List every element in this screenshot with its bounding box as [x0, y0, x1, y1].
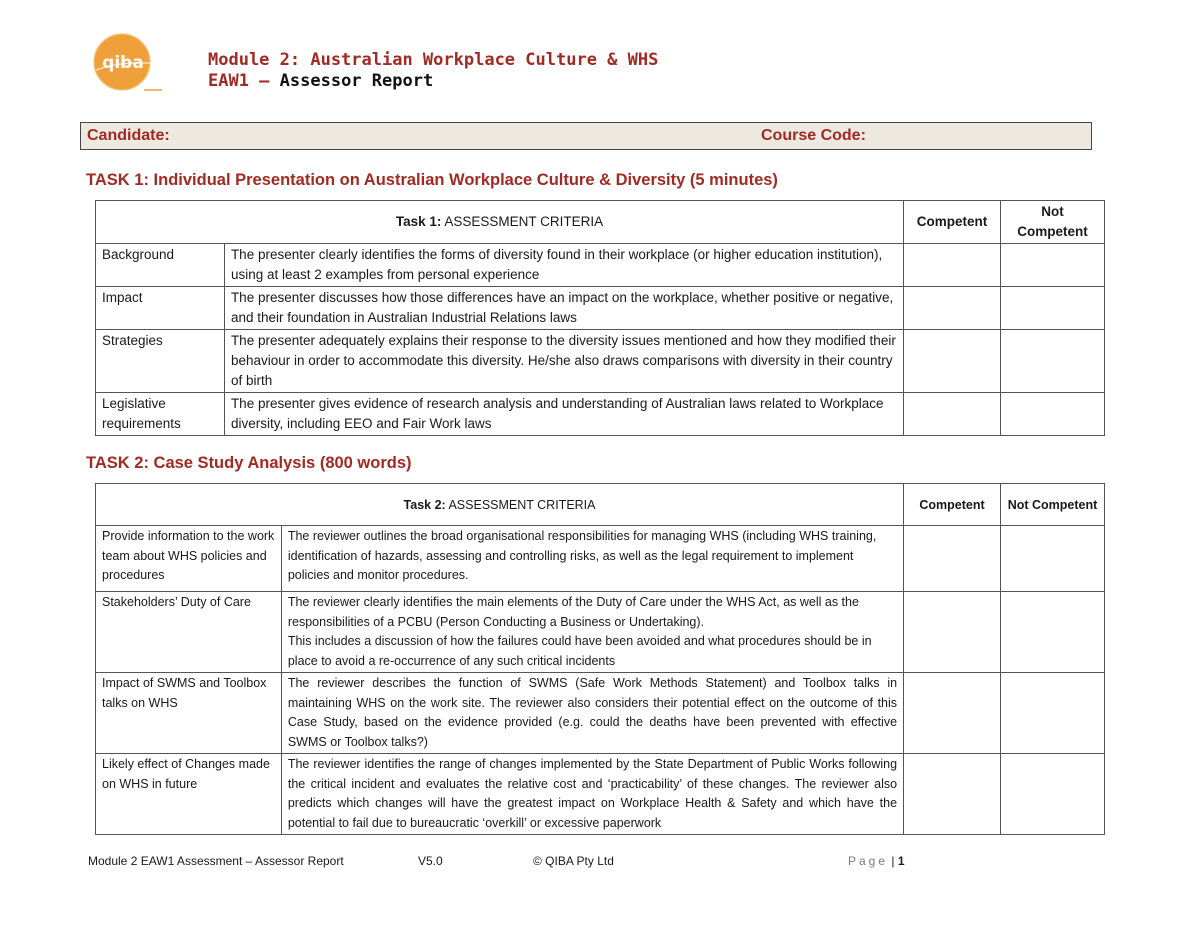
task1-criteria-table [95, 200, 1105, 436]
table-row [96, 393, 1105, 436]
competent-cell[interactable] [904, 592, 1001, 673]
table-row [96, 754, 1105, 835]
not-competent-cell[interactable] [1001, 287, 1105, 330]
not-competent-cell[interactable] [1001, 526, 1105, 592]
task2-criteria-table [95, 483, 1105, 835]
criterion-cell: Background [96, 244, 225, 287]
candidate-bar [80, 122, 1092, 150]
table-row [96, 592, 1105, 673]
competent-cell[interactable] [904, 526, 1001, 592]
competent-cell[interactable] [904, 330, 1001, 393]
task1-competent-header: Competent [904, 201, 1001, 244]
page-word: Page [848, 854, 889, 868]
description-cell: The reviewer identifies the range of changes implemented by the State Department of Public Works following the critical incident and evaluates the relative cost and ‘practicability’ of these changes. The reviewer also predicts which changes will have the greatest impact on Workplace Health & Safety and which have the potential to fail due to bureaucratic ‘overkill’ or excessive paperwork [281, 754, 903, 835]
table-row [96, 244, 1105, 287]
table-row [96, 673, 1105, 754]
document-title [208, 50, 658, 92]
table-row [96, 526, 1105, 592]
task2-header-row [96, 484, 1105, 526]
not-competent-cell[interactable] [1001, 592, 1105, 673]
title-line-1: Module 2: Australian Workplace Culture & WHS [208, 50, 659, 70]
not-competent-cell[interactable] [1001, 330, 1105, 393]
description-paragraph: This includes a discussion of how the failures could have been avoided and what procedures should be in place to avoid a re-occurrence of any such critical incidents [287, 634, 872, 668]
criterion-cell: Likely effect of Changes made on WHS in future [96, 754, 282, 835]
description-cell [281, 592, 903, 673]
title-line-2-prefix: EAW1 – [208, 71, 270, 91]
competent-cell[interactable] [904, 244, 1001, 287]
table-row [96, 287, 1105, 330]
logo-text: qiba [102, 53, 144, 73]
title-line-2-rest: Assessor Report [269, 71, 434, 91]
qiba-logo [92, 30, 164, 94]
task2-criteria-header [96, 484, 904, 526]
description-cell: The presenter discusses how those differences have an impact on the workplace, whether positive or negative, and their foundation in Australian Industrial Relations laws [224, 287, 903, 330]
footer-copyright: © QIBA Pty Ltd [533, 854, 614, 868]
title-line-2 [208, 71, 658, 92]
page-separator: | [888, 854, 898, 868]
course-code-label: Course Code: [761, 127, 866, 144]
criterion-cell: Impact [96, 287, 225, 330]
description-cell: The presenter clearly identifies the forms of diversity found in their workplace (or higher education institution), using at least 2 examples from personal experience [224, 244, 903, 287]
task1-header-row [96, 201, 1105, 244]
competent-cell[interactable] [904, 754, 1001, 835]
not-competent-cell[interactable] [1001, 244, 1105, 287]
criterion-cell: Stakeholders’ Duty of Care [96, 592, 282, 673]
criterion-cell: Legislative requirements [96, 393, 225, 436]
description-cell: The presenter adequately explains their response to the diversity issues mentioned and how they modified their behaviour in order to accommodate this diversity. He/she also draws comparisons with diversity in their country of birth [224, 330, 903, 393]
task1-criteria-header-rest: ASSESSMENT CRITERIA [441, 214, 604, 229]
task1-criteria-header-bold: Task 1: [395, 214, 442, 229]
task1-criteria-header [96, 201, 904, 244]
competent-cell[interactable] [904, 673, 1001, 754]
footer-page-number [848, 854, 905, 868]
footer-version: V5.0 [418, 854, 443, 868]
footer-document-name: Module 2 EAW1 Assessment – Assessor Report [88, 854, 344, 868]
criterion-cell: Provide information to the work team about WHS policies and procedures [96, 526, 282, 592]
not-competent-cell[interactable] [1001, 393, 1105, 436]
task2-criteria-header-rest: ASSESSMENT CRITERIA [445, 497, 596, 512]
task2-not-competent-header: Not Competent [1001, 484, 1105, 526]
not-competent-cell[interactable] [1001, 754, 1105, 835]
description-cell: The presenter gives evidence of research analysis and understanding of Australian laws related to Workplace diversity, including EEO and Fair Work laws [224, 393, 903, 436]
task2-competent-header: Competent [904, 484, 1001, 526]
task1-heading: TASK 1: Individual Presentation on Australian Workplace Culture & Diversity (5 minutes) [86, 171, 778, 189]
task1-not-competent-header: Not Competent [1001, 201, 1105, 244]
competent-cell[interactable] [904, 393, 1001, 436]
table-row [96, 330, 1105, 393]
competent-cell[interactable] [904, 287, 1001, 330]
not-competent-cell[interactable] [1001, 673, 1105, 754]
criterion-cell: Impact of SWMS and Toolbox talks on WHS [96, 673, 282, 754]
description-paragraph: The reviewer clearly identifies the main elements of the Duty of Care under the WHS Act, as well as the responsibilities of a PCBU (Person Conducting a Business or Undertaking). [287, 595, 859, 629]
task2-criteria-header-bold: Task 2: [403, 497, 446, 512]
task2-heading: TASK 2: Case Study Analysis (800 words) [86, 454, 412, 472]
candidate-label: Candidate: [87, 127, 170, 144]
criterion-cell: Strategies [96, 330, 225, 393]
page-number: 1 [897, 854, 905, 868]
description-cell: The reviewer outlines the broad organisational responsibilities for managing WHS (including WHS training, identification of hazards, assessing and controlling risks, as well as the legal requirement to implement policies and monitor procedures. [281, 526, 903, 592]
description-cell: The reviewer describes the function of SWMS (Safe Work Methods Statement) and Toolbox talks in maintaining WHS on the work site. The reviewer also considers their potential effect on the outcome of this Case Study, based on the evidence provided (e.g. could the deaths have been prevented with effective SWMS or Toolbox talks?) [281, 673, 903, 754]
